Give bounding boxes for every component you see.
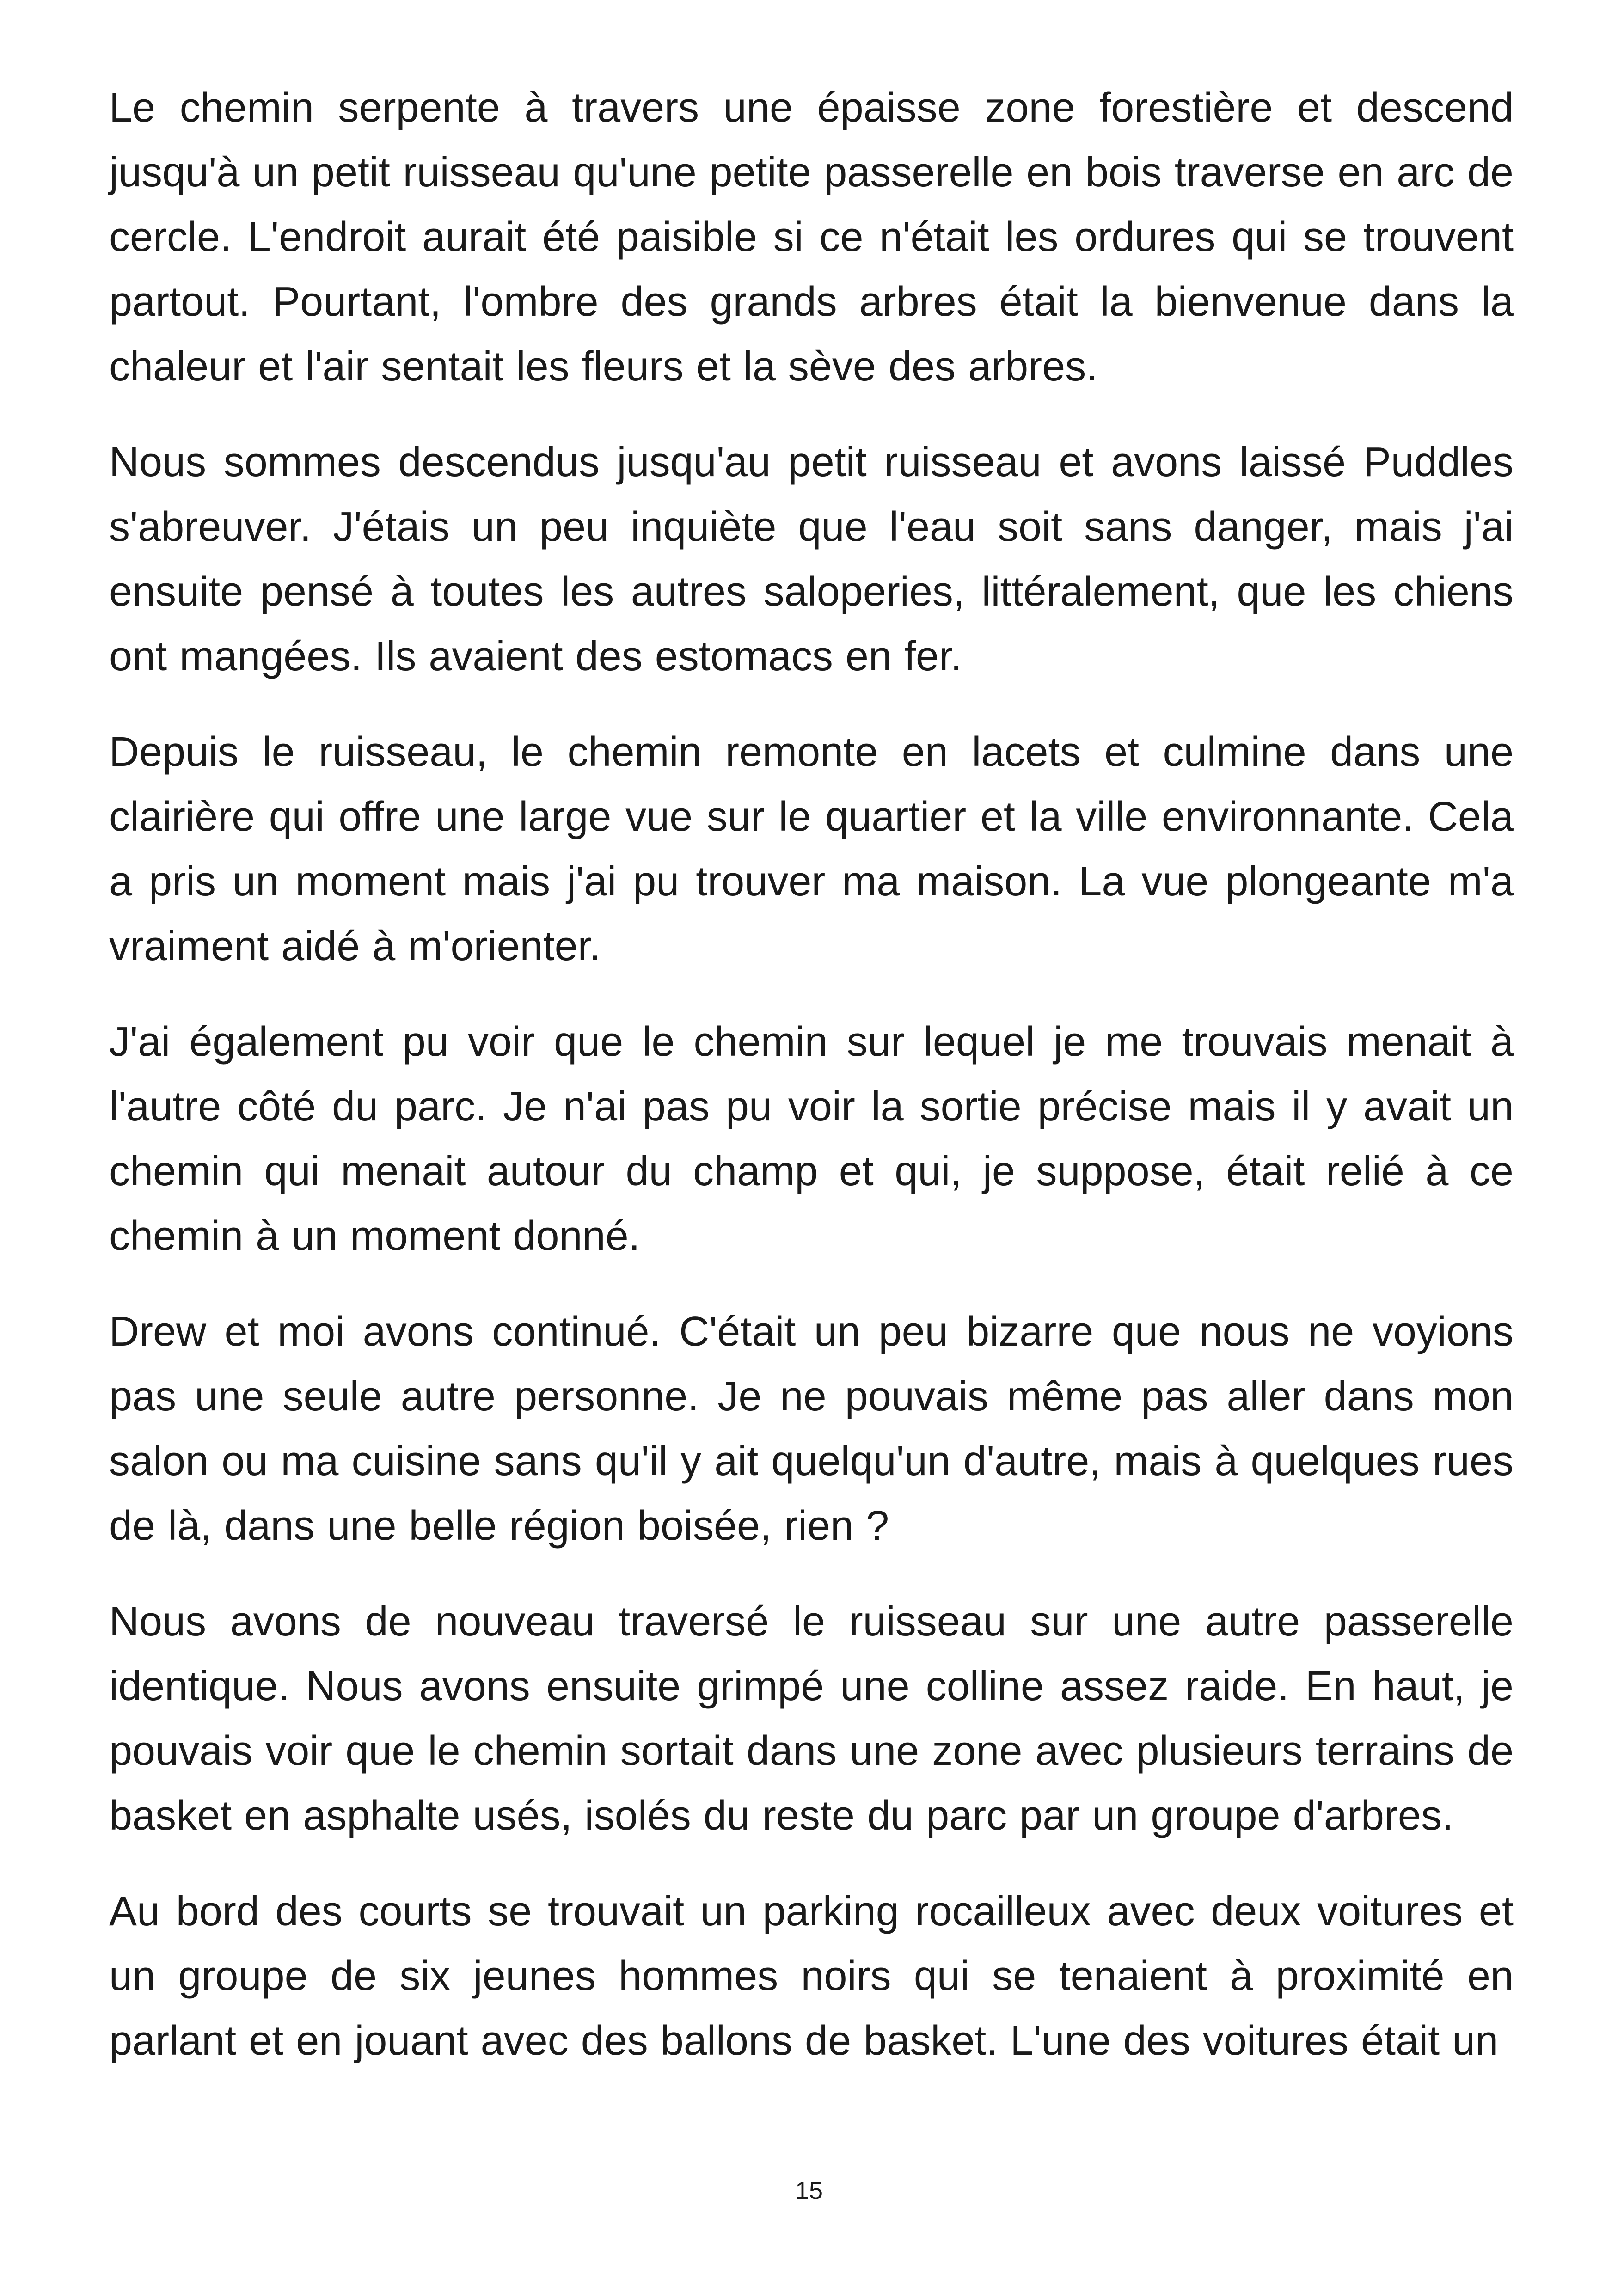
body-text xyxy=(109,75,1514,2104)
paragraph: Depuis le ruisseau, le chemin remonte en lacets et culmine dans une clairière qui offre une large vue sur le quartier et la ville environnante. Cela a pris un moment mais j'ai pu trouver ma maison. La vue plongeante m'a vraiment aidé à m'orienter. xyxy=(109,729,1514,969)
paragraph: Le chemin serpente à travers une épaisse zone forestière et descend jusqu'à un petit ruisseau qu'une petite passerelle en bois traverse en arc de cercle. L'endroit aurait été paisible si ce n'était les ordures qui se trouvent partout. Pourtant, l'ombre des grands arbres était la bienvenue dans la chaleur et l'air sentait les fleurs et la sève des arbres. xyxy=(109,85,1514,390)
paragraph: Nous avons de nouveau traversé le ruisseau sur une autre passerelle identique. Nous avons ensuite grimpé une colline assez raide. En haut, je pouvais voir que le chemin sortait dans une zone avec plusieurs terrains de basket en asphalte usés, isolés du reste du parc par un groupe d'arbres. xyxy=(109,1598,1514,1839)
paragraph: J'ai également pu voir que le chemin sur lequel je me trouvais menait à l'autre côté du parc. Je n'ai pas pu voir la sortie précise mais il y avait un chemin qui menait autour du champ et qui, je suppose, était relié à ce chemin à un moment donné. xyxy=(109,1019,1514,1259)
paragraph: Au bord des courts se trouvait un parking rocailleux avec deux voitures et un groupe de six jeunes hommes noirs qui se tenaient à proximité en parlant et en jouant avec des ballons de basket. L'une des voitures était un xyxy=(109,1888,1514,2064)
page-number: 15 xyxy=(795,2177,823,2204)
paragraph: Nous sommes descendus jusqu'au petit ruisseau et avons laissé Puddles s'abreuver. J'étais un peu inquiète que l'eau soit sans danger, mais j'ai ensuite pensé à toutes les autres saloperies, littéralement, que les chiens ont mangées. Ils avaient des estomacs en fer. xyxy=(109,439,1514,680)
paragraph: Drew et moi avons continué. C'était un peu bizarre que nous ne voyions pas une seule autre personne. Je ne pouvais même pas aller dans mon salon ou ma cuisine sans qu'il y ait quelqu'un d'autre, mais à quelques rues de là, dans une belle région boisée, rien ? xyxy=(109,1309,1514,1549)
